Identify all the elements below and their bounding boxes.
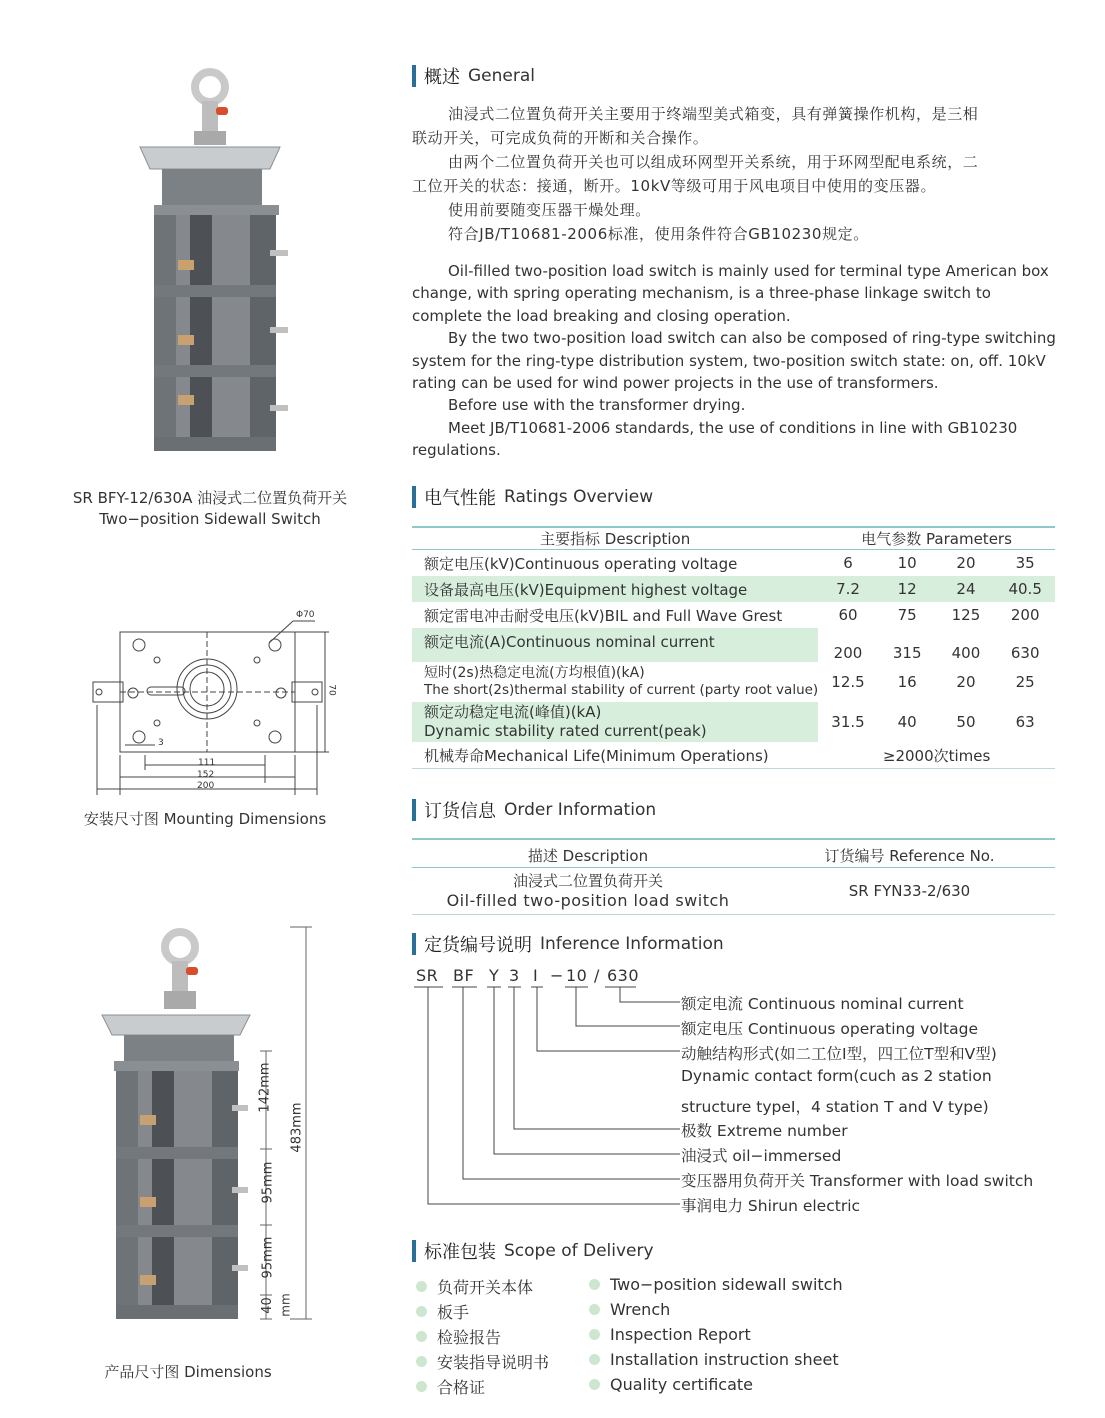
delivery-heading (412, 1238, 654, 1264)
code-i: I (533, 966, 539, 985)
bullet-icon (589, 1304, 600, 1315)
list-item (589, 1375, 753, 1394)
dim-phi70: Φ70 (296, 610, 315, 620)
general-heading (412, 63, 535, 89)
dim-95mm-a: 95mm (260, 1161, 276, 1204)
order-ref: SR FYN33-2/630 (764, 868, 1055, 915)
inference-label-voltage: 额定电压 Continuous operating voltage (681, 1020, 979, 1038)
product-caption-line1: SR BFY-12/630A 油浸式二位置负荷开关 (72, 489, 348, 507)
code-sr: SR (416, 966, 439, 985)
delivery-title-cn: 标准包装 (424, 1242, 496, 1263)
inference-label-transformer: 变压器用负荷开关 Transformer with load switch (681, 1172, 1034, 1190)
order-desc-cn: 油浸式二位置负荷开关 (512, 872, 663, 890)
inference-label-brand: 事润电力 Shirun electric (681, 1197, 861, 1215)
cell: 25 (1015, 673, 1035, 691)
section-bar (412, 65, 416, 87)
order-head-desc: 描述 Description (412, 839, 764, 868)
dim-152: 152 (197, 770, 215, 780)
cell-merged: ≥2000次times (818, 742, 1055, 769)
bullet-icon (416, 1331, 427, 1342)
bullet-icon (589, 1279, 600, 1290)
order-desc (412, 868, 764, 915)
list-item (416, 1300, 469, 1323)
table-row (412, 602, 1055, 628)
inference-title-cn: 定货编号说明 (424, 935, 532, 956)
table-row (412, 628, 1055, 662)
general-title-cn: 概述 (424, 67, 460, 88)
cell: 24 (956, 580, 976, 598)
cell: 20 (956, 673, 976, 691)
code-630: 630 (607, 966, 640, 985)
cell: 35 (1015, 554, 1035, 572)
bullet-icon (589, 1354, 600, 1365)
code-bf: BF (453, 966, 475, 985)
general-en-para: Oil-filled two-position load switch is mainly used for terminal type American box change, with spring operating mechanism, is a three-phase linkage switch to complete the load breaking and closing operation. (412, 262, 1049, 325)
general-cn-line: 符合JB/T10681-2006标准，使用条件符合GB10230规定。 (448, 225, 869, 243)
cell: 315 (892, 644, 922, 662)
list-item (416, 1375, 485, 1398)
list-item (416, 1350, 549, 1373)
general-cn-line: 油浸式二位置负荷开关主要用于终端型美式箱变，具有弹簧操作机构，是三相 (448, 105, 979, 123)
general-cn-line: 使用前要随变压器干燥处理。 (448, 201, 651, 219)
table-row (412, 868, 1055, 915)
dim-40: 40 (259, 1297, 275, 1314)
cell: 125 (951, 606, 981, 624)
delivery-en: Wrench (610, 1300, 671, 1319)
code-dash: − (550, 966, 564, 985)
dim-40-unit: mm (278, 1293, 293, 1317)
cell: 200 (1010, 606, 1040, 624)
general-en-text (412, 260, 1060, 462)
delivery-cn: 负荷开关本体 (437, 1278, 534, 1297)
product-photo (130, 65, 290, 460)
general-cn-text (412, 102, 1057, 246)
delivery-en: Two−position sidewall switch (610, 1275, 843, 1294)
code-slash: / (594, 966, 600, 985)
inference-label-current: 额定电流 Continuous nominal current (681, 995, 964, 1013)
bullet-icon (416, 1306, 427, 1317)
inference-title-en: Inference Information (540, 934, 724, 954)
cell: 63 (1015, 713, 1035, 731)
order-title-en: Order Information (504, 800, 657, 820)
general-cn-line: 由两个二位置负荷开关也可以组成环网型开关系统，用于环网型配电系统，二 (448, 153, 979, 171)
inference-label-contact-en2: structure typeⅠ，4 station T and V type) (681, 1098, 989, 1116)
row-desc-cn: 额定动稳定电流(峰值)(kA) (424, 703, 602, 721)
cell: 400 (951, 644, 981, 662)
row-desc: 额定雷电冲击耐受电压(kV)BIL and Full Wave Grest (424, 606, 783, 625)
order-heading (412, 797, 656, 823)
inference-label-contact-en1: Dynamic contact form(cuch as 2 station (681, 1067, 992, 1085)
delivery-en: Quality certificate (610, 1375, 753, 1394)
bullet-icon (416, 1281, 427, 1292)
ratings-head-params: 电气参数 Parameters (818, 527, 1055, 550)
delivery-cn: 板手 (437, 1303, 470, 1322)
list-item (589, 1275, 843, 1294)
order-table (412, 838, 1055, 915)
cell: 200 (833, 644, 863, 662)
general-en-para: Meet JB/T10681-2006 standards, the use of conditions in line with GB10230 regulations. (412, 418, 1018, 460)
delivery-cn: 检验报告 (437, 1328, 502, 1347)
inference-heading (412, 931, 724, 957)
list-item (589, 1300, 670, 1319)
code-10: 10 (566, 966, 588, 985)
cell: 40.5 (1008, 580, 1042, 598)
cell: 16 (897, 673, 917, 691)
table-row (412, 576, 1055, 602)
dim-95mm-b: 95mm (260, 1236, 276, 1279)
mounting-caption: 安装尺寸图 Mounting Dimensions (83, 810, 327, 828)
ratings-title-cn: 电气性能 (424, 488, 496, 509)
row-desc: 机械寿命Mechanical Life(Minimum Operations) (412, 742, 818, 769)
mounting-drawing (85, 605, 355, 800)
order-title-cn: 订货信息 (424, 801, 496, 822)
bullet-icon (589, 1379, 600, 1390)
cell: 7.2 (836, 580, 860, 598)
table-row (412, 742, 1055, 769)
bullet-icon (416, 1381, 427, 1392)
dim-142mm: 142mm (257, 1062, 273, 1113)
row-desc-en: Dynamic stability rated current(peak) (424, 722, 707, 740)
code-3: 3 (509, 966, 520, 985)
delivery-cn: 合格证 (437, 1378, 486, 1397)
order-header-row (412, 839, 1055, 868)
general-cn-line: 联动开关，可完成负荷的开断和关合操作。 (412, 129, 709, 147)
bullet-icon (589, 1329, 600, 1340)
row-desc-cn: 短时(2s)热稳定电流(方均根值)(kA) (424, 665, 645, 681)
row-desc (412, 662, 818, 702)
table-row (412, 662, 1055, 702)
ratings-head-desc: 主要指标 Description (412, 527, 818, 550)
general-en-para: By the two two-position load switch can also be composed of ring-type switching system for the ring-type distribution system, two-position switch state: on, off. 10kV rating can be used for wind power projects in the use of transformers. (412, 329, 1056, 393)
inference-label-oil: 油浸式 oil−immersed (681, 1147, 842, 1165)
general-title-en: General (468, 66, 535, 86)
cell: 40 (897, 713, 917, 731)
dim-111: 111 (198, 758, 216, 768)
section-bar (412, 933, 416, 955)
cell: 12.5 (831, 673, 865, 691)
general-cn-line: 工位开关的状态：接通，断开。10kV等级可用于风电项目中使用的变压器。 (412, 177, 937, 195)
cell: 10 (897, 554, 917, 572)
dim-70: 70 (326, 684, 337, 696)
row-desc: 额定电流(A)Continuous nominal current (412, 628, 818, 662)
inference-label-poles: 极数 Extreme number (681, 1122, 848, 1140)
general-en-para: Before use with the transformer drying. (448, 396, 746, 415)
inference-label-contact-cn: 动触结构形式(如二工位Ⅰ型，四工位T型和V型) (681, 1045, 997, 1063)
section-bar (412, 1240, 416, 1262)
list-item (589, 1325, 751, 1344)
delivery-cn: 安装指导说明书 (437, 1353, 550, 1372)
table-row (412, 550, 1055, 577)
cell: 6 (843, 554, 853, 572)
product-caption (40, 488, 380, 530)
ratings-table (412, 526, 1055, 769)
dim-483mm: 483mm (289, 1102, 305, 1153)
ratings-title-en: Ratings Overview (504, 487, 654, 507)
list-item (589, 1350, 839, 1369)
bullet-icon (416, 1356, 427, 1367)
delivery-en: Installation instruction sheet (610, 1350, 839, 1369)
cell: 60 (838, 606, 858, 624)
row-desc-en: The short(2s)thermal stability of current (party root value) (424, 682, 819, 698)
dim-200: 200 (197, 781, 215, 791)
cell: 31.5 (831, 713, 865, 731)
cell: 12 (897, 580, 917, 598)
delivery-title-en: Scope of Delivery (504, 1241, 654, 1261)
dim-3: 3 (158, 738, 164, 748)
row-desc: 设备最高电压(kV)Equipment highest voltage (424, 580, 748, 599)
product-dimension-photo (100, 925, 320, 1325)
cell: 75 (897, 606, 917, 624)
row-desc (412, 702, 818, 742)
section-bar (412, 486, 416, 508)
cell: 20 (956, 554, 976, 572)
cell: 630 (1010, 644, 1040, 662)
table-row (412, 702, 1055, 742)
delivery-en: Inspection Report (610, 1325, 751, 1344)
cell: 50 (956, 713, 976, 731)
list-item (416, 1275, 533, 1298)
order-head-ref: 订货编号 Reference No. (764, 839, 1055, 868)
order-desc-en: Oil-filled two-position load switch (446, 891, 730, 910)
ratings-heading (412, 484, 653, 510)
section-bar (412, 799, 416, 821)
ratings-header-row (412, 527, 1055, 550)
list-item (416, 1325, 501, 1348)
code-y: Y (489, 966, 500, 985)
inference-leader-lines (410, 984, 685, 1214)
row-desc: 额定电压(kV)Continuous operating voltage (424, 554, 738, 573)
dimensions-caption: 产品尺寸图 Dimensions (104, 1363, 272, 1381)
product-caption-line2: Two−position Sidewall Switch (99, 510, 321, 528)
